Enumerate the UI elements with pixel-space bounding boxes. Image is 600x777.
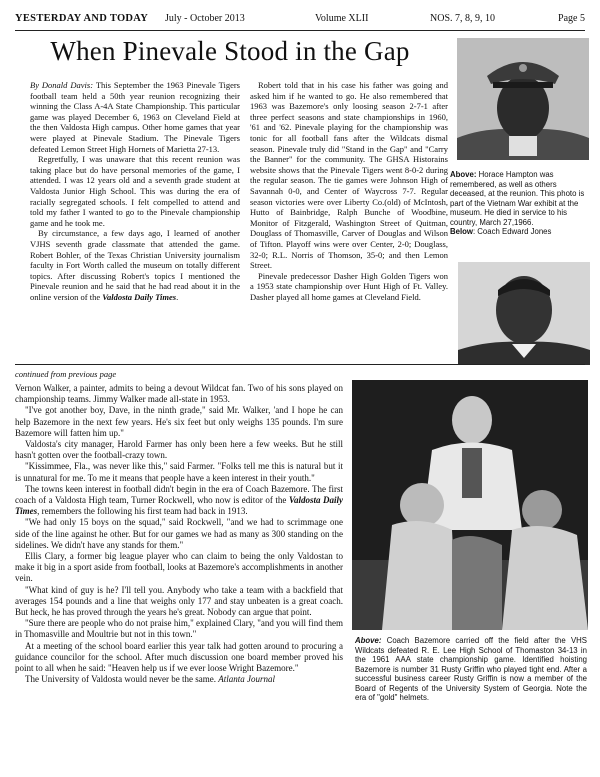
photo-edward-jones [458, 262, 590, 365]
paragraph: Regretfully, I was unaware that this recent reunion was taking place but do have personal memories of the game, I attended. I was 12 years old and a seventh grade student at Valdosta Junior High School. This was during the era of racially segregated schools. I felt compelled to attend and told my father I wanted to go to the Pinevale championship game and he took me. [30, 154, 240, 228]
article-column-1 [30, 80, 240, 302]
continued-note: continued from previous page [15, 369, 117, 379]
page-number: Page 5 [558, 13, 585, 24]
paragraph: By Donald Davis: This September the 1963 Pinevale Tigers football team held a 50th year reunion recognizing their winning the Class A-4A State Championship. This particular game was played December 6, 1963 on Cleveland Field at the then Valdosta High campus. Other home games that year were played at Pinevale Stadium. The Pinevale Tigers defeated Lemon Street High Hornets of Marietta 27-13. [30, 80, 240, 154]
paragraph: Vernon Walker, a painter, admits to being a devout Wildcat fan. Two of his sons played on championship teams. Jimmy Walker made all-state in 1953. [15, 383, 343, 405]
newspaper-name: Valdosta Daily Times [15, 495, 343, 517]
newspaper-name: Valdosta Daily Times [102, 291, 177, 302]
paragraph: By circumstance, a few days ago, I learned of another VJHS seventh grade classmate that attended the game. Robert Bohler, of the Texas Christian University journalism faculty in Fort Worth called the museum on totally different topics. After discussing Robert's topics I mentioned the Pinevale reunion and he said that he had read about it in the online version of the Valdosta Daily Times. [30, 228, 240, 302]
coach-portrait-image [458, 262, 590, 365]
section-divider [15, 364, 585, 365]
paragraph: "Sure there are people who do not praise him," explained Clary, "and you will find them in Thomasville and Moultrie but not in this town." [15, 618, 343, 640]
source-credit: Atlanta Journal [218, 674, 276, 685]
paragraph: "What kind of guy is he? I'll tell you. Anybody who take a team with a backfield that averages 154 pounds and a line that weighs only 177 and stay unbeaten is a great coach. But heck, he has proved through the years he's great. Nobody can argue that point. [15, 584, 343, 618]
page-header [15, 10, 585, 26]
article-column-2 [250, 80, 448, 302]
paragraph: The towns keen interest in football didn't begin in the era of Coach Bazemore. The first coach of a Valdosta High team, Turner Rockwell, who now is editor of the Valdosta Daily Times, remembers the following his first team had back in 1913. [15, 483, 343, 517]
soldier-portrait-image [457, 38, 589, 160]
issue-dates: July - October 2013 [165, 13, 245, 24]
paragraph: "I've got another boy, Dave, in the ninth grade," said Mr. Walker, 'and I hope he can help Bazemore in the next few years. He's six feet but only weighs 135 pounds. I'm sure Bazemore will fatten him up." [15, 405, 343, 438]
photo-caption-hampton-jones: Above: Horace Hampton was remembered, as well as others deceased, at the reunion. This photo is part of the Vietnam War exhibit at the museum. He died in service to his country, March 27,1966. Below: Coach Edward Jones [450, 170, 585, 236]
header-rule [15, 30, 585, 31]
byline: By Donald Davis: [30, 80, 94, 90]
paragraph: "We had only 15 boys on the squad," said Rockwell, "and we had to scrimmage one side of the line against he other. But for our games we had as many as 300 standing on the sidelines. We didn't have any stands for them." [15, 517, 343, 550]
football-celebration-image [352, 380, 588, 630]
issue-numbers: NOS. 7, 8, 9, 10 [430, 13, 496, 24]
paragraph: Valdosta's city manager, Harold Farmer has only been here a few weeks. But he still hasn't gotten over the football-crazy town. [15, 439, 343, 461]
paragraph: Ellis Clary, a former big league player who can claim to being the only Valdostan to make it big in a sport aside from football, looks at Bazemore's accomplishments in another vein. [15, 551, 343, 584]
paragraph: At a meeting of the school board earlier this year talk had gotten around to procuring a guidance councilor for the school. After much discussion one board member proved his point to all when he said: "Heaven help us if we ever loose Wright Bazemore." [15, 640, 343, 674]
paragraph: Pinevale predecessor Dasher High Golden Tigers won a 1953 state championship over Hunt High of Ft. Valley. Dasher played all home games at Cleveland Field. [250, 270, 448, 302]
volume: Volume XLII [315, 13, 369, 24]
paragraph: "Kissimmee, Fla., was never like this," said Farmer. "Folks tell me this is natural but it is unnatural for me. To me it means that people have a keen interest in their youth." [15, 461, 343, 483]
publication-name: YESTERDAY AND TODAY [15, 13, 149, 24]
paragraph: The University of Valdosta would never be the same. Atlanta Journal [25, 674, 276, 685]
photo-coach-bazemore-carried [352, 380, 588, 630]
photo-caption-bazemore: Above: Coach Bazemore carried off the field after the VHS Wildcats defeated R. E. Lee High School of Thomaston 34-13 in the 1961 AAA state championship game. Identified hoisting Bazemore is number 31 Rusty Griffin who played tight end. After a successful business career Rusty Griffin is now a member of the Board of Regents of the University System of Georgia. Note the era of "gold" helmets. [355, 636, 587, 702]
photo-horace-hampton [457, 38, 589, 160]
continued-article [15, 383, 343, 685]
paragraph: Robert told that in his case his father was going and asked him if he wanted to go. He also remembered that 1963 was Bazemore's only loosing season 2-7-1 after three perfect seasons and state championships in 1960, '61 and '62. Pinevale playing for the championship was tonic for all football fans after the Wildcats dismal season. Pinevale truly did "Stand in the Gap" and "Carry the Banner" for the community. The GHSA Historains website shows that the Pinevale Tigers went 8-0-2 during the regular season. The tie games were Johnson High of Savannah 0-0, and Center of Waycross 7-7. Regular season victories were over Liberty Co.(old) of McIntosh, Hutto of Bainbridge, Ralph Bunche of Woodbine, Monitor of Fitzgerald, Washington Street of Quitman, Douglass of Thomasville, Carver of Douglas and Wilson of Tifton. Playoff wins were over Center, 2-0; Douglass, 32-0; R.L. Norris of Thomson, 35-0; and then Lemon Street. [250, 80, 448, 271]
article-title: When Pinevale Stood in the Gap [50, 36, 410, 66]
